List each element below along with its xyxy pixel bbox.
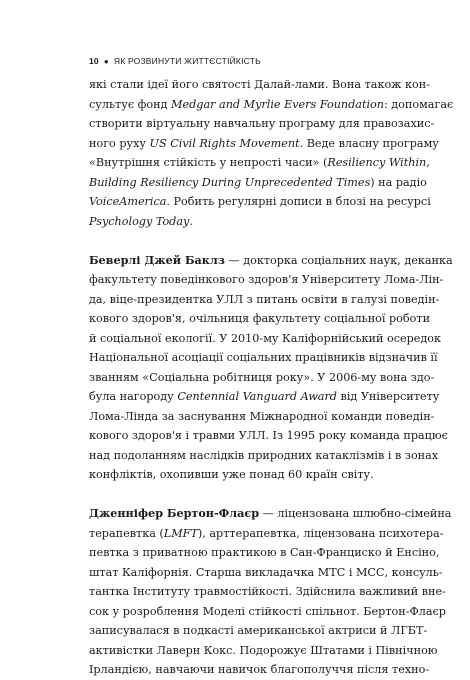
text-run: від Університету (336, 390, 440, 403)
text-line (89, 543, 440, 563)
text-run: ного руху (89, 136, 150, 150)
bold-name: Дженніфер Бертон-Флаєр (89, 506, 260, 520)
text-line (89, 95, 454, 115)
text-line (89, 270, 444, 290)
text-run: ), арттерапевтка, ліцензована психотера- (197, 526, 444, 540)
text-run: тантка Інституту травмостійкості. Здійснила важливий вне- (89, 585, 446, 598)
text-line (89, 114, 435, 134)
text-line (89, 446, 439, 466)
text-run: . Веде власну програму (299, 136, 439, 150)
text-line (89, 173, 427, 193)
text-line (89, 660, 430, 680)
text-line (89, 641, 438, 661)
paragraph (89, 251, 453, 485)
text-line (89, 465, 392, 485)
text-run: . (189, 214, 193, 228)
separator-dot: ● (103, 57, 109, 66)
paragraph (89, 75, 454, 231)
running-head (89, 56, 261, 66)
text-line (89, 621, 428, 641)
paragraph (89, 504, 452, 680)
italic-text: Building Resiliency During Unprecedented Times (89, 175, 371, 189)
text-run: да, віце-президентка УЛЛ з питань освіти в галузі поведін- (89, 292, 440, 306)
text-line (89, 602, 446, 622)
text-line (89, 348, 438, 368)
text-line (89, 387, 440, 407)
text-line (89, 426, 448, 446)
text-line (89, 524, 444, 544)
text-run: Лома-Лінда за заснування Міжнародної команди поведін- (89, 409, 435, 423)
text-run: активістки Лаверн Кокс. Подорожує Штатами і Північною (89, 643, 438, 657)
text-run: званням «Соціальна робітниця року». У 2006-му вона здо- (89, 370, 435, 384)
text-line (89, 134, 439, 154)
text-run: факультету поведінкового здоров'я Університету Лома-Лін- (89, 273, 444, 286)
italic-text: Psychology Today (89, 214, 190, 228)
text-run: штат Каліфорнія. Старша викладачка МТС і МСС, консуль- (89, 565, 443, 579)
text-run: : допомагає (383, 97, 454, 111)
text-line (89, 309, 431, 329)
text-run: Ірландією, навчаючи навичок благополуччя після техно- (89, 663, 430, 676)
text-line (89, 368, 435, 388)
text-line (89, 192, 431, 212)
text-run: . Робить регулярні дописи в блозі на ресурсі (166, 195, 431, 208)
text-line (89, 407, 435, 427)
italic-text: VoiceAmerica (89, 195, 167, 208)
text-run: які стали ідеї його святості Далай-лами. Вона також кон- (89, 78, 430, 91)
text-run: «Внутрішня стійкість у непрості часи» ( (89, 156, 328, 169)
text-line (89, 329, 442, 349)
text-line (89, 563, 443, 583)
book-title: ЯК РОЗВИНУТИ ЖИТТЄСТІЙКІСТЬ (113, 56, 261, 66)
text-line (89, 290, 440, 310)
italic-text: Centennial Vanguard Award (177, 390, 337, 403)
italic-text: US Civil Rights Movement (149, 136, 300, 150)
text-run: конфліктів, охопивши уже понад 60 країн світу. (89, 468, 374, 481)
text-line (89, 75, 430, 95)
text-run: ) на радіо (370, 175, 427, 189)
text-line (89, 153, 430, 173)
text-run: створити віртуальну навчальну програму для правозахис- (89, 117, 435, 130)
text-run: записувалася в подкасті американської актриси й ЛГБТ- (89, 624, 428, 637)
page-number: 10 (89, 56, 99, 66)
italic-text: LMFT (163, 526, 198, 540)
text-run: й соціальної екології. У 2010-му Каліфорнійський осередок (89, 331, 442, 345)
text-run: кового здоров'я, очільниця факультету соціальної роботи (89, 312, 431, 325)
text-run: сультує фонд (89, 97, 172, 111)
text-run: терапевтка ( (89, 526, 164, 540)
text-run: сок у розроблення Моделі стійкості спільнот. Бертон-Флаєр (89, 604, 446, 618)
italic-text: Resiliency Within, (327, 156, 430, 169)
text-run: — ліцензована шлюбно-сімейна (259, 507, 452, 520)
text-line (89, 504, 452, 524)
text-run: Національної асоціації соціальних працівників відзначив її (89, 351, 438, 364)
bold-name: Беверлі Джей Баклз (89, 252, 225, 267)
text-run: була нагороду (89, 390, 178, 403)
text-run: над подоланням наслідків природних катаклізмів і в зонах (89, 448, 439, 462)
text-line (89, 582, 446, 602)
text-line (89, 212, 392, 232)
text-line (89, 251, 453, 271)
body-text (89, 75, 454, 680)
italic-text: Medgar and Myrlie Evers Foundation (171, 97, 384, 111)
text-run: певтка з приватною практикою в Сан-Франциско й Енсіно, (89, 546, 440, 559)
text-run: — докторка соціальних наук, деканка (224, 253, 453, 267)
text-run: кового здоров'я і травми УЛЛ. Із 1995 року команда працює (89, 429, 448, 442)
